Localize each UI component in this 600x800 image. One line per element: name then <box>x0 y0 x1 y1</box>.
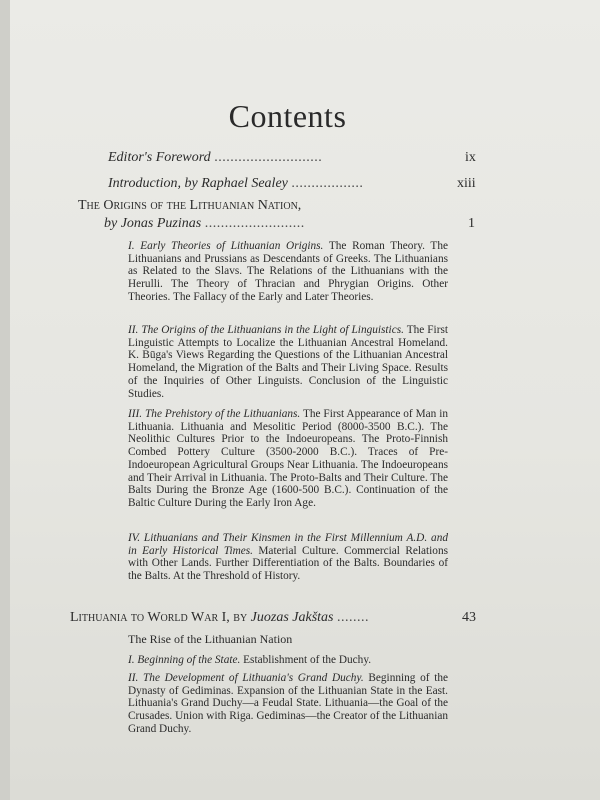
entry-byline: by Jonas Puzinas <box>104 216 202 231</box>
toc-entry-foreword[interactable] <box>108 150 322 166</box>
section-summary: III. The Prehistory of the Lithuanians. The First Appearance of Man in Lithuania. Lithuania and Mesolitic Period (8000-3500 B.C.). The Neolithic Cultures Prior to the Indoeuropeans. The Proto-Finnish Combed Pottery Culture (3500-2000 B.C.). Traces of Pre-Indoeuropean Agricultural Groups Near Lithuania. The Indoeuropeans and Their Arrival in Lithuania. The Proto-Balts and Their Culture. The Balts During the Bronze Age (1600-500 B.C.). Continuation of the Baltic Culture During the Early Iron Age. <box>128 408 448 509</box>
book-page <box>10 0 600 800</box>
section-summary: I. Early Theories of Lithuanian Origins. The Roman Theory. The Lithuanians and Prussians as Descendants of Greeks. The Lithuanians as Related to the Slavs. The Relations of the Lithuanians with the Herulli. The Theory of Thracian and Phrygian Origins. Other Theories. The Fallacy of the Early and Later Theories. <box>128 240 448 303</box>
toc-entry-part2[interactable] <box>70 610 369 626</box>
page-number: 43 <box>462 610 476 625</box>
part-title: Lithuania to World War I, by <box>70 610 248 625</box>
page-number: 1 <box>468 216 475 231</box>
page-title: Contents <box>228 98 347 134</box>
section-summary: IV. Lithuanians and Their Kinsmen in the First Millennium A.D. and in Early Historical Times. Material Culture. Commercial Relations with Other Lands. Further Differentiation of the Balts. Boundaries of the Balts. At the Threshold of History. <box>128 532 448 583</box>
section-summary: II. The Development of Lithuania's Grand Duchy. Beginning of the Dynasty of Gediminas. Expansion of the Lithuanian State in the East. Lithuania's Grand Duchy—a Feudal State. Lithuania—the Goal of the Crusades. Union with Riga. Gediminas—the Creator of the Lithuanian Grand Duchy. <box>128 672 448 735</box>
subheading: The Rise of the Lithuanian Nation <box>128 632 293 646</box>
entry-byline: Juozas Jakštas <box>250 610 334 625</box>
section-summary: II. The Origins of the Lithuanians in the Light of Linguistics. The First Linguistic Attempts to Localize the Lithuanian Ancestral Homeland. K. Būga's Views Regarding the Questions of the Lithuanian Ancestral Homeland, the Migration of the Balts and Their Living Space. Results of the Inquiries of Other Linguists. Conclusion of the Linguistic Studies. <box>128 324 448 400</box>
toc-entry-introduction[interactable] <box>108 176 363 192</box>
entry-label: Introduction, by Raphael Sealey <box>108 176 288 191</box>
entry-label: Editor's Foreword <box>108 150 211 165</box>
leader-dots: ........................... <box>214 150 323 165</box>
part-title[interactable]: The Origins of the Lithuanian Nation, <box>78 198 302 213</box>
leader-dots: ......................... <box>204 216 305 231</box>
section-summary: I. Beginning of the State. Establishment of the Duchy. <box>128 654 372 666</box>
page-number: xiii <box>457 176 476 191</box>
leader-dots: ........ <box>337 610 369 625</box>
page-number: ix <box>465 150 476 165</box>
leader-dots: .................. <box>291 176 364 191</box>
toc-entry-part1[interactable] <box>104 216 305 232</box>
